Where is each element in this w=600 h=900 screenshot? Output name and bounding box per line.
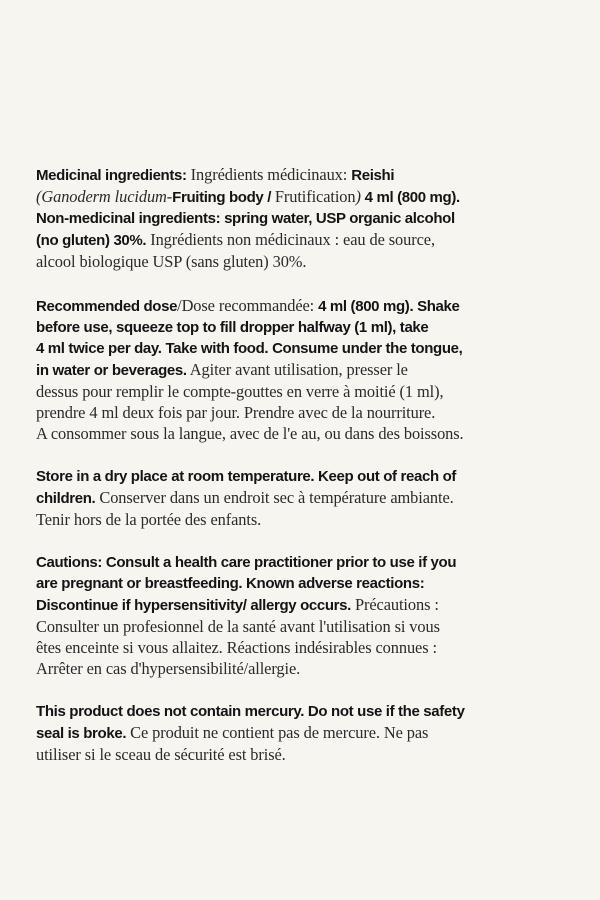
mercury-line-2-fr: Ce produit ne contient pas de mercure. Ne pas <box>126 723 429 742</box>
cautions-line-4: Consulter un profesionnel de la santé avant l'utilisation si vous <box>36 617 440 636</box>
mercury-line-2 <box>36 722 568 744</box>
non-medicinal-ingredients-fr: Ingrédients non médicinaux : eau de source, <box>146 230 435 249</box>
storage-line-1: Store in a dry place at room temperature. Keep out of reach of <box>36 468 457 485</box>
ingredients-line-2 <box>36 186 568 208</box>
cautions-line-1: Cautions: Consult a health care practitioner prior to use if you <box>36 554 457 571</box>
dose-amount: 4 ml (800 mg). Shake <box>318 298 460 315</box>
dose-line-4-en: in water or beverages. <box>36 362 187 379</box>
dose-paragraph <box>36 295 568 444</box>
frutification: Frutification <box>274 187 356 206</box>
dose-line-5: dessus pour remplir le compte-gouttes en verre à moitié (1 ml), <box>36 382 444 401</box>
ingredients-line-4 <box>36 229 568 251</box>
mercury-line-3: utiliser si le sceau de sécurité est brisé. <box>36 745 286 764</box>
storage-paragraph <box>36 466 568 530</box>
dose-label: Recommended dose <box>36 298 178 315</box>
dose-fr-label: /Dose recommandée: <box>177 296 319 315</box>
mercury-line-2-en: seal is broke. <box>36 725 127 742</box>
fruiting-body: Fruiting body / <box>172 189 275 206</box>
cautions-line-3-fr: Précautions : <box>350 595 439 614</box>
reishi-name: Reishi <box>351 167 395 184</box>
non-medicinal-ingredients-fr-cont: alcool biologique USP (sans gluten) 30%. <box>36 252 307 271</box>
dose-line-7: A consommer sous la langue, avec de l'e au, ou dans des boissons. <box>36 424 464 443</box>
dose-line-3: 4 ml twice per day. Take with food. Consume under the tongue, <box>36 340 463 357</box>
medicinal-ingredients-fr-label: Ingrédients médicinaux: <box>186 165 352 184</box>
latin-name: (Ganoderm lucidum- <box>36 187 173 206</box>
dose-line-4-fr: Agiter avant utilisation, presser le <box>186 360 408 379</box>
cautions-line-2: are pregnant or breastfeeding. Known adverse reactions: <box>36 575 425 592</box>
ingredients-paragraph <box>36 164 568 273</box>
storage-line-2 <box>36 487 568 509</box>
dose-line-4 <box>36 359 568 381</box>
paren-close: ) <box>355 187 361 206</box>
cautions-line-6: Arrêter en cas d'hypersensibilité/allergie. <box>36 659 301 678</box>
dose-line-6: prendre 4 ml deux fois par jour. Prendre avec de la nourriture. <box>36 403 436 422</box>
storage-line-2-fr: Conserver dans un endroit sec à température ambiante. <box>95 488 454 507</box>
cautions-line-3-en: Discontinue if hypersensitivity/ allergy occurs. <box>36 597 351 614</box>
ingredients-line-1 <box>36 164 568 186</box>
mercury-paragraph <box>36 701 568 765</box>
cautions-line-3 <box>36 594 568 616</box>
dose-line-2: before use, squeeze top to fill dropper halfway (1 ml), take <box>36 319 429 336</box>
storage-line-3: Tenir hors de la portée des enfants. <box>36 510 262 529</box>
cautions-paragraph <box>36 552 568 679</box>
mercury-line-1: This product does not contain mercury. Do not use if the safety <box>36 703 465 720</box>
dose-line-1 <box>36 295 568 317</box>
medicinal-ingredients-label: Medicinal ingredients: <box>36 167 187 184</box>
ingredients-line-3 <box>36 208 568 229</box>
non-medicinal-ingredients: Non-medicinal ingredients: spring water, USP organic alcohol <box>36 210 455 227</box>
ingredients-line-5 <box>36 251 568 273</box>
storage-line-2-en: children. <box>36 490 96 507</box>
cautions-line-5: êtes enceinte si vous allaitez. Réactions indésirables connues : <box>36 638 437 657</box>
ingredient-amount: 4 ml (800 mg). <box>360 189 460 206</box>
product-label-text <box>36 164 568 787</box>
non-medicinal-ingredients-cont: (no gluten) 30%. <box>36 232 147 249</box>
